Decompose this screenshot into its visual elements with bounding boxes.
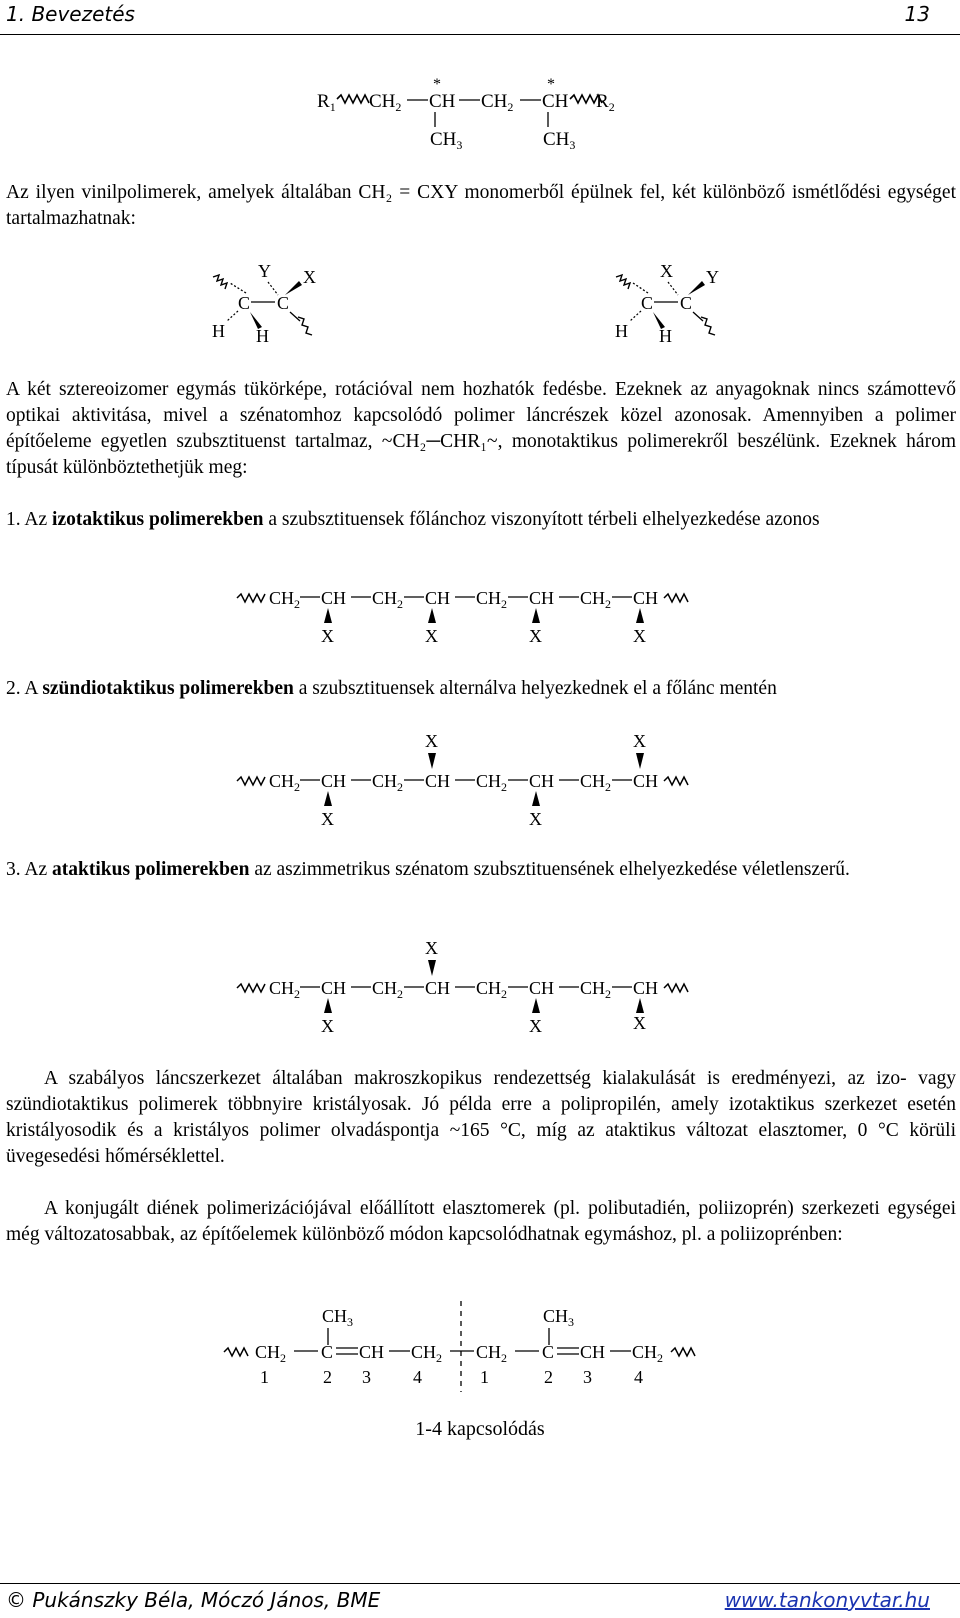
- c-label: C: [277, 293, 290, 313]
- ch-label: CH: [542, 91, 569, 112]
- svg-text:C: C: [542, 1342, 555, 1362]
- svg-text:CH: CH: [359, 1342, 385, 1362]
- svg-text:CH: CH: [425, 771, 451, 791]
- svg-text:CH3: $CH_3$: [322, 1306, 354, 1329]
- svg-text:CH2: $CH_2$: [476, 588, 508, 611]
- svg-text:1: 1: [480, 1367, 489, 1387]
- c-label: C: [680, 293, 693, 313]
- page-number: 13: [904, 2, 930, 26]
- chiral-star: *: [433, 76, 441, 93]
- svg-text:X: X: [425, 626, 438, 646]
- svg-text:3: 3: [583, 1367, 592, 1387]
- svg-text:X: X: [633, 731, 646, 751]
- ch3-label: $CH_3$: [430, 129, 463, 152]
- stereoisomer-figure: [0, 255, 960, 350]
- svg-text:CH: CH: [633, 771, 659, 791]
- svg-text:4: 4: [413, 1367, 422, 1387]
- svg-text:CH2: $CH_2$: [269, 771, 301, 794]
- svg-text:3: 3: [362, 1367, 371, 1387]
- svg-text:X: X: [529, 1016, 542, 1036]
- paragraph: A két sztereoizomer egymás tükörképe, rotációval nem hozhatók fedésbe. Ezeknek az anyagoknak nincs számottevő optikai aktivitása, mivel a szénatomhoz kapcsolódó polimer láncrészek közel azonosak. Amennyiben a polimer építőeleme egyetlen szubsztituenst tartalmaz, ~CH₂─CHR₁~, monotaktikus polimerekről beszélünk. Ezeknek három típusát különböztethetjük meg:: [6, 379, 956, 478]
- svg-text:CH2: $CH_2$: [269, 588, 301, 611]
- list-item: 1. Az izotaktikus polimerekben a szubsztituensek főlánchoz viszonyított térbeli elhelyezkedése azonos: [6, 509, 820, 530]
- svg-text:CH2: $CH_2$: [476, 1342, 508, 1365]
- copyright: © Pukánszky Béla, Móczó János, BME: [6, 1588, 381, 1612]
- section-title: 1. Bevezetés: [6, 2, 135, 26]
- svg-text:CH2: $CH_2$: [372, 771, 404, 794]
- paragraph: Az ilyen vinilpolimerek, amelyek általában CH₂ = CXY monomerből épülnek fel, két különböző ismétlődési egységet tartalmazhatnak:: [6, 182, 956, 229]
- svg-text:2: 2: [323, 1367, 332, 1387]
- ch2-label: $CH_2$: [369, 91, 402, 114]
- svg-text:CH2: $CH_2$: [411, 1342, 443, 1365]
- svg-text:CH: CH: [529, 588, 555, 608]
- svg-text:CH: CH: [425, 978, 451, 998]
- svg-text:X: X: [425, 731, 438, 751]
- x-label: X: [303, 267, 316, 287]
- wavy-bond: [337, 95, 369, 103]
- c-label: C: [238, 293, 251, 313]
- svg-text:CH2: $CH_2$: [372, 978, 404, 1001]
- svg-text:CH: CH: [633, 978, 659, 998]
- page-footer: [0, 1583, 960, 1618]
- h-label: H: [615, 321, 628, 341]
- svg-text:CH: CH: [529, 978, 555, 998]
- ch-label: CH: [429, 91, 456, 112]
- polyisoprene-figure: [0, 1296, 960, 1396]
- svg-text:CH: CH: [321, 588, 347, 608]
- svg-text:CH2: $CH_2$: [372, 588, 404, 611]
- paragraph: A szabályos láncszerkezet általában makroszkopikus rendezettség kialakulását is eredményezi, az izo- vagy szündiotaktikus polimerek többnyire kristályosak. Jó példa erre a polipropilén, amely izotaktikus szerkezet esetén kristályosodik és a kristályos polimer olvadáspontja ~165 °C, míg az ataktikus változat elasztomer, 0 °C körüli üvegesedési hőmérséklettel.: [6, 1068, 956, 1167]
- svg-text:1: 1: [260, 1367, 269, 1387]
- svg-text:C: C: [321, 1342, 334, 1362]
- svg-text:X: X: [425, 938, 438, 958]
- chiral-star: *: [547, 76, 555, 93]
- page-header: [0, 0, 960, 35]
- svg-text:CH2: $CH_2$: [255, 1342, 287, 1365]
- figure-caption: 1-4 kapcsolódás: [415, 1418, 545, 1440]
- svg-text:X: X: [529, 626, 542, 646]
- h-label: H: [256, 326, 269, 346]
- svg-text:CH: CH: [580, 1342, 606, 1362]
- top-formula: [0, 75, 960, 155]
- paragraph: A konjugált diének polimerizációjával előállított elasztomerek (pl. polibutadién, poliizoprén) szerkezeti egységei még változatosabbak, az építőelemek különböző módon kapcsolódhatnak egymáshoz, pl. a poliizoprénben:: [6, 1198, 956, 1245]
- svg-text:4: 4: [634, 1367, 643, 1387]
- svg-text:X: X: [529, 809, 542, 829]
- list-item: 2. A szündiotaktikus polimerekben a szubsztituensek alternálva helyezkednek el a főlánc mentén: [6, 678, 777, 699]
- isotactic-chain: [0, 578, 960, 650]
- site-link[interactable]: www.tankonyvtar.hu: [724, 1588, 930, 1612]
- svg-text:CH: CH: [321, 978, 347, 998]
- r2-label: $R_2$: [596, 91, 615, 114]
- svg-text:CH2: $CH_2$: [580, 771, 612, 794]
- svg-text:CH: CH: [321, 771, 347, 791]
- svg-text:X: X: [321, 626, 334, 646]
- svg-text:X: X: [633, 1013, 646, 1033]
- svg-text:CH: CH: [529, 771, 555, 791]
- svg-text:CH2: $CH_2$: [580, 978, 612, 1001]
- ch2-label: $CH_2$: [481, 91, 514, 114]
- y-label: Y: [258, 261, 271, 281]
- svg-text:CH2: $CH_2$: [476, 978, 508, 1001]
- svg-text:CH3: $CH_3$: [543, 1306, 575, 1329]
- svg-text:CH: CH: [425, 588, 451, 608]
- list-item: 3. Az ataktikus polimerekben az aszimmetrikus szénatom szubsztituensének elhelyezkedése véletlenszerű.: [6, 859, 850, 880]
- svg-text:CH2: $CH_2$: [632, 1342, 664, 1365]
- ch3-label: $CH_3$: [543, 129, 576, 152]
- syndiotactic-chain: [0, 725, 960, 833]
- svg-text:2: 2: [544, 1367, 553, 1387]
- r1-label: $R_1$: [317, 91, 336, 114]
- svg-text:CH2: $CH_2$: [476, 771, 508, 794]
- svg-text:X: X: [321, 809, 334, 829]
- svg-text:CH2: $CH_2$: [269, 978, 301, 1001]
- h-label: H: [659, 326, 672, 346]
- svg-text:X: X: [321, 1016, 334, 1036]
- svg-text:CH2: $CH_2$: [580, 588, 612, 611]
- atactic-chain: [0, 932, 960, 1040]
- x-label: X: [660, 261, 673, 281]
- svg-text:X: X: [633, 626, 646, 646]
- h-label: H: [212, 321, 225, 341]
- c-label: C: [641, 293, 654, 313]
- svg-text:CH: CH: [633, 588, 659, 608]
- y-label: Y: [706, 267, 719, 287]
